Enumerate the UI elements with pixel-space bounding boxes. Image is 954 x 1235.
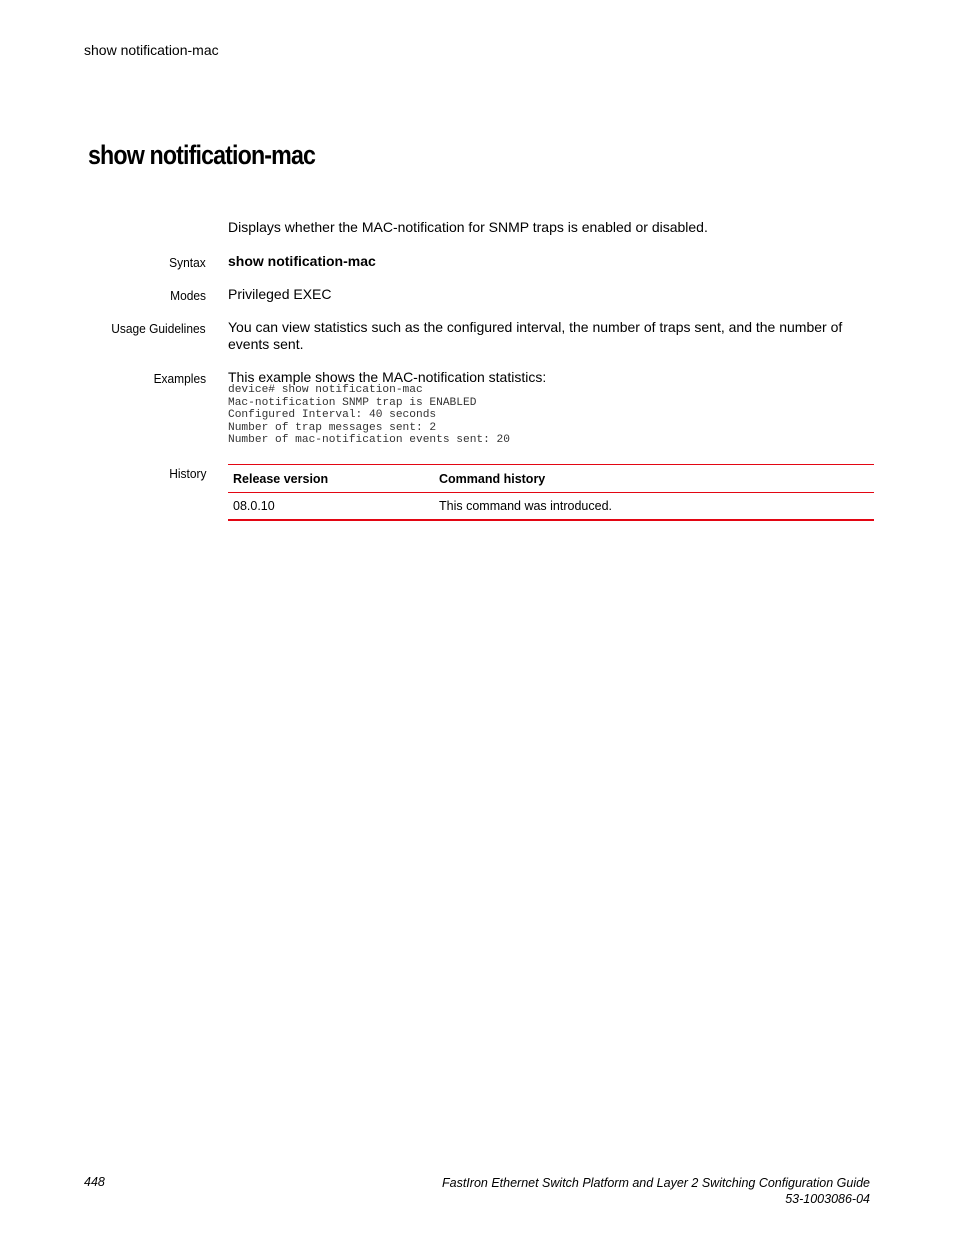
history-release-cell: 08.0.10	[228, 493, 434, 521]
history-label: History	[168, 466, 206, 481]
footer-doc-info	[442, 1175, 870, 1207]
history-header-command: Command history	[434, 465, 874, 493]
description: Displays whether the MAC-notification for SNMP traps is enabled or disabled.	[228, 219, 708, 235]
page-title: show notification-mac	[88, 140, 316, 170]
examples-label: Examples	[153, 371, 206, 386]
history-table	[228, 464, 874, 521]
running-header: show notification-mac	[84, 42, 219, 58]
footer-doc-number: 53-1003086-04	[785, 1192, 870, 1206]
history-command-cell: This command was introduced.	[434, 493, 874, 521]
usage-guidelines-label: Usage Guidelines	[111, 321, 206, 336]
modes-label: Modes	[170, 288, 206, 303]
usage-guidelines-value: You can view statistics such as the configured interval, the number of traps sent, and the number of events sent.	[228, 319, 843, 352]
table-row	[228, 493, 874, 521]
examples-intro: This example shows the MAC-notification statistics:	[228, 369, 547, 385]
footer-doc-title: FastIron Ethernet Switch Platform and Layer 2 Switching Configuration Guide	[442, 1176, 870, 1190]
syntax-value: show notification-mac	[228, 253, 376, 269]
history-table-header-row	[228, 465, 874, 493]
syntax-label: Syntax	[169, 255, 206, 270]
modes-value: Privileged EXEC	[228, 286, 332, 302]
page-number: 448	[84, 1175, 105, 1189]
history-header-release: Release version	[228, 465, 434, 493]
example-code-block: device# show notification-mac Mac-notification SNMP trap is ENABLED Configured Interval: 40 seconds Number of trap messages sent: 2 Number of mac-notification events sent: 20	[228, 384, 510, 447]
